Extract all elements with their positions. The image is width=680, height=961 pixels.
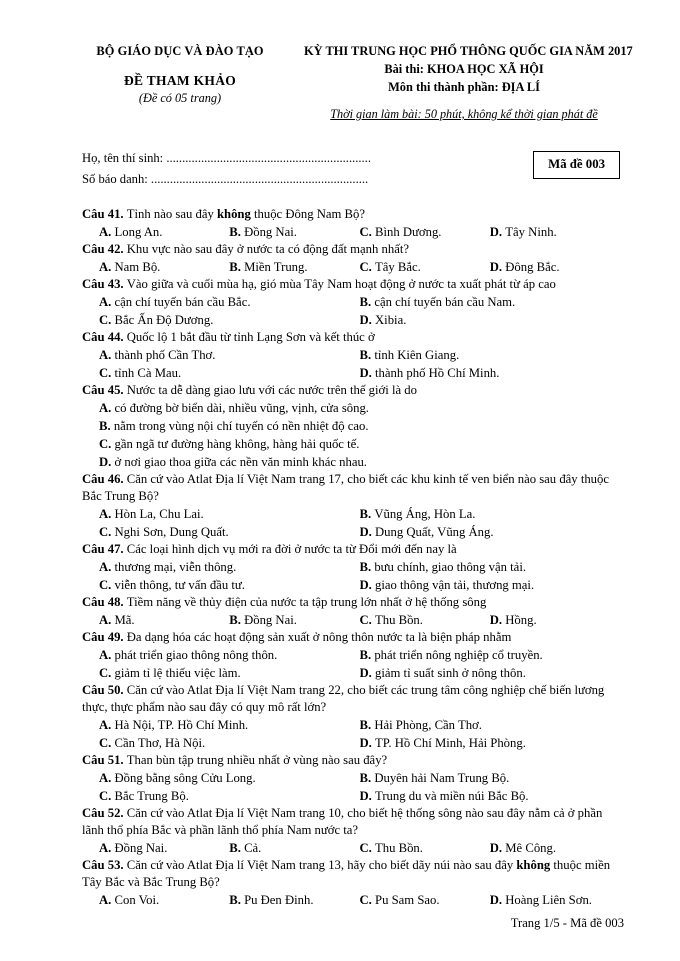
answer-option[interactable] bbox=[360, 839, 490, 857]
answer-option-text: Đông Bắc. bbox=[505, 259, 560, 274]
answer-option-label: A. bbox=[99, 400, 115, 415]
question-stem bbox=[82, 752, 620, 769]
answer-option[interactable] bbox=[360, 223, 490, 241]
answer-option-label: D. bbox=[489, 841, 506, 856]
answer-option-text: Pu Sam Sao. bbox=[375, 893, 440, 908]
answer-option-label: C. bbox=[99, 312, 115, 327]
answer-option-text: Thu Bồn. bbox=[375, 841, 423, 856]
answer-option-label: C. bbox=[359, 259, 376, 274]
answer-option[interactable] bbox=[490, 839, 620, 857]
question-text: Tỉnh nào sau đây không thuộc Đông Nam Bộ? bbox=[126, 206, 365, 221]
option-group bbox=[82, 646, 620, 682]
answer-option-text: Mê Công. bbox=[505, 841, 557, 856]
question-stem bbox=[82, 241, 620, 258]
answer-option[interactable] bbox=[99, 646, 360, 664]
question bbox=[82, 805, 620, 857]
question-number: Câu 46. bbox=[82, 471, 127, 486]
option-group bbox=[82, 399, 620, 471]
option-row bbox=[82, 364, 620, 382]
question bbox=[82, 682, 620, 752]
option-row bbox=[82, 399, 620, 417]
option-row bbox=[82, 223, 620, 241]
option-row bbox=[82, 558, 620, 576]
answer-option-text: Thu Bồn. bbox=[375, 613, 423, 628]
question-stem bbox=[82, 471, 620, 505]
option-row bbox=[82, 346, 620, 364]
question-number: Câu 45. bbox=[82, 382, 127, 397]
exam-code-box: Mã đề 003 bbox=[533, 151, 620, 179]
question-number: Câu 47. bbox=[82, 542, 127, 557]
answer-option[interactable] bbox=[99, 364, 360, 382]
answer-option-label: B. bbox=[359, 648, 375, 663]
option-group bbox=[82, 558, 620, 594]
option-group bbox=[82, 891, 620, 909]
answer-option[interactable] bbox=[490, 891, 620, 909]
option-group bbox=[82, 293, 620, 329]
answer-option[interactable] bbox=[360, 891, 490, 909]
answer-option-text: Hải Phòng, Cần Thơ. bbox=[374, 718, 482, 733]
option-row bbox=[82, 435, 620, 453]
answer-option-label: C. bbox=[359, 224, 376, 239]
answer-option-label: B. bbox=[229, 224, 245, 239]
question-number: Câu 41. bbox=[82, 206, 127, 221]
exam-subject: Bài thi: KHOA HỌC XÃ HỘI bbox=[384, 62, 544, 76]
answer-option-text: có đường bờ biển dài, nhiều vũng, vịnh, cửa sông. bbox=[114, 400, 369, 415]
question-emphasis: không bbox=[216, 206, 251, 221]
answer-option-label: C. bbox=[99, 736, 115, 751]
answer-option[interactable] bbox=[99, 453, 620, 471]
answer-option[interactable] bbox=[99, 399, 620, 417]
exam-part: Môn thi thành phần: ĐỊA LÍ bbox=[388, 80, 540, 94]
question bbox=[82, 382, 620, 471]
question-stem bbox=[82, 682, 620, 716]
answer-option-label: A. bbox=[99, 506, 115, 521]
question-text: Quốc lộ 1 bắt đầu từ tỉnh Lạng Sơn và kết thúc ở bbox=[126, 329, 375, 344]
answer-option-label: C. bbox=[99, 365, 115, 380]
answer-option[interactable] bbox=[99, 258, 229, 276]
answer-option[interactable] bbox=[360, 558, 621, 576]
question-stem bbox=[82, 629, 620, 646]
option-row bbox=[82, 787, 620, 805]
answer-option-label: C. bbox=[359, 841, 376, 856]
question-text: Nước ta dễ dàng giao lưu với các nước trên thế giới là do bbox=[126, 382, 417, 397]
answer-option-label: D. bbox=[359, 789, 376, 804]
answer-option-label: B. bbox=[229, 893, 245, 908]
candidate-info bbox=[56, 148, 624, 190]
question-stem bbox=[82, 594, 620, 611]
question bbox=[82, 594, 620, 629]
answer-option-label: A. bbox=[99, 294, 115, 309]
answer-option-text: Đồng bằng sông Cửu Long. bbox=[114, 771, 256, 786]
question-text: Tiềm năng về thủy điện của nước ta tập trung lớn nhất ở hệ thống sông bbox=[126, 595, 487, 610]
answer-option[interactable] bbox=[99, 293, 360, 311]
answer-option-text: Hồng. bbox=[505, 613, 537, 628]
answer-option-text: Đồng Nai. bbox=[244, 224, 297, 239]
question-stem bbox=[82, 329, 620, 346]
question bbox=[82, 241, 620, 276]
answer-option[interactable] bbox=[490, 611, 620, 629]
question-text: Căn cứ vào Atlat Địa lí Việt Nam trang 13, hãy cho biết dãy núi nào sau đây không thuộc miền Tây Bắc và Bắc Trung Bộ? bbox=[82, 858, 611, 890]
answer-option[interactable] bbox=[99, 839, 229, 857]
answer-option[interactable] bbox=[360, 716, 621, 734]
answer-option-text: phát triển nông nghiệp cổ truyền. bbox=[374, 648, 543, 663]
question-text: Căn cứ vào Atlat Địa lí Việt Nam trang 22, cho biết các trung tâm công nghiệp chế biến lương thực, thực phẩm nào sau đây có quy mô rất lớn? bbox=[82, 683, 605, 715]
answer-option[interactable] bbox=[99, 769, 360, 787]
answer-option-text: Xibia. bbox=[375, 312, 407, 327]
question-list bbox=[56, 206, 624, 910]
answer-option-text: nằm trong vùng nội chí tuyến có nền nhiệt độ cao. bbox=[113, 418, 369, 433]
answer-option[interactable] bbox=[360, 258, 490, 276]
option-group bbox=[82, 716, 620, 752]
answer-option[interactable] bbox=[360, 646, 621, 664]
question-text: Vào giữa và cuối mùa hạ, gió mùa Tây Nam hoạt động ở nước ta xuất phát từ áp cao bbox=[126, 276, 556, 291]
answer-option-text: Cần Thơ, Hà Nội. bbox=[114, 736, 206, 751]
candidate-id-row bbox=[82, 169, 533, 190]
answer-option-label: D. bbox=[359, 736, 376, 751]
answer-option-label: B. bbox=[229, 613, 245, 628]
answer-option-label: B. bbox=[359, 294, 375, 309]
answer-option-text: tỉnh Kiên Giang. bbox=[374, 347, 460, 362]
answer-option[interactable] bbox=[360, 505, 621, 523]
candidate-fields bbox=[56, 148, 533, 190]
answer-option-label: A. bbox=[99, 259, 115, 274]
header-left-block bbox=[56, 44, 304, 106]
answer-option[interactable] bbox=[99, 311, 360, 329]
answer-option-text: Con Voi. bbox=[114, 893, 160, 908]
answer-option-label: C. bbox=[99, 524, 115, 539]
answer-option-label: D. bbox=[489, 224, 506, 239]
answer-option-text: Đồng Nai. bbox=[244, 613, 297, 628]
answer-option-label: C. bbox=[359, 893, 376, 908]
answer-option[interactable] bbox=[360, 664, 621, 682]
answer-option-text: Bắc Ấn Độ Dương. bbox=[114, 312, 214, 327]
option-group bbox=[82, 346, 620, 382]
answer-option-text: Tây Bắc. bbox=[375, 259, 421, 274]
answer-option[interactable] bbox=[99, 611, 229, 629]
exam-title: KỲ THI TRUNG HỌC PHỔ THÔNG QUỐC GIA NĂM 2017 bbox=[304, 44, 633, 58]
option-row bbox=[82, 716, 620, 734]
answer-option-label: D. bbox=[359, 666, 376, 681]
option-row bbox=[82, 839, 620, 857]
option-row bbox=[82, 769, 620, 787]
answer-option-text: Long An. bbox=[114, 224, 163, 239]
answer-option-label: D. bbox=[99, 454, 115, 469]
exam-duration-text: Thời gian làm bài: 50 phút, không kể thời gian phát đề bbox=[330, 107, 598, 121]
answer-option-text: Trung du và miền núi Bắc Bộ. bbox=[375, 789, 529, 804]
pages-note: (Đề có 05 trang) bbox=[138, 91, 222, 105]
question-number: Câu 48. bbox=[82, 595, 127, 610]
option-group bbox=[82, 505, 620, 541]
answer-option-text: Tây Ninh. bbox=[505, 224, 557, 239]
option-group bbox=[82, 769, 620, 805]
question-number: Câu 49. bbox=[82, 630, 127, 645]
document-header bbox=[56, 44, 633, 122]
answer-option-text: thành phố Cần Thơ. bbox=[114, 347, 216, 362]
answer-option[interactable] bbox=[360, 734, 621, 752]
option-group bbox=[82, 223, 620, 241]
answer-option-text: cận chí tuyến bán cầu Nam. bbox=[374, 294, 516, 309]
answer-option[interactable] bbox=[360, 346, 621, 364]
answer-option[interactable] bbox=[360, 364, 621, 382]
question bbox=[82, 629, 620, 682]
answer-option[interactable] bbox=[360, 611, 490, 629]
answer-option[interactable] bbox=[229, 223, 359, 241]
answer-option-text: cận chí tuyến bán cầu Bắc. bbox=[114, 294, 251, 309]
question-stem bbox=[82, 206, 620, 223]
header-right-block bbox=[304, 44, 633, 122]
answer-option-text: Bình Dương. bbox=[375, 224, 442, 239]
question-stem bbox=[82, 382, 620, 399]
answer-option[interactable] bbox=[360, 769, 621, 787]
answer-option-label: D. bbox=[359, 578, 376, 593]
answer-option-label: B. bbox=[229, 841, 245, 856]
answer-option[interactable] bbox=[490, 223, 620, 241]
option-group bbox=[82, 258, 620, 276]
option-row bbox=[82, 453, 620, 471]
page-footer: Trang 1/5 - Mã đề 003 bbox=[510, 916, 624, 930]
answer-option-label: A. bbox=[99, 893, 115, 908]
answer-option-label: B. bbox=[359, 771, 375, 786]
question bbox=[82, 276, 620, 329]
answer-option-label: A. bbox=[99, 771, 115, 786]
answer-option[interactable] bbox=[99, 891, 229, 909]
answer-option-label: C. bbox=[99, 789, 115, 804]
answer-option-text: Đồng Nai. bbox=[114, 841, 168, 856]
answer-option[interactable] bbox=[99, 346, 360, 364]
answer-option-label: B. bbox=[359, 347, 375, 362]
question-text: Than bùn tập trung nhiều nhất ở vùng nào sau đây? bbox=[126, 753, 388, 768]
answer-option[interactable] bbox=[360, 311, 621, 329]
option-row bbox=[82, 734, 620, 752]
candidate-name-row bbox=[82, 148, 533, 169]
answer-option-text: Hoàng Liên Sơn. bbox=[505, 893, 592, 908]
answer-option[interactable] bbox=[99, 223, 229, 241]
question bbox=[82, 471, 620, 541]
answer-option-text: Vũng Áng, Hòn La. bbox=[374, 506, 476, 521]
question-text: Căn cứ vào Atlat Địa lí Việt Nam trang 10, cho biết hệ thống sông nào sau đây nằm cả ở phần lãnh thổ phía Bắc và phần lãnh thổ phía Nam nước ta? bbox=[82, 806, 603, 838]
answer-option[interactable] bbox=[360, 787, 621, 805]
question bbox=[82, 752, 620, 805]
answer-option[interactable] bbox=[99, 417, 620, 435]
candidate-name-label: Họ, tên thí sinh: bbox=[82, 151, 164, 165]
question-number: Câu 44. bbox=[82, 329, 127, 344]
question-number: Câu 50. bbox=[82, 683, 127, 698]
answer-option-text: Nghi Sơn, Dung Quất. bbox=[114, 524, 229, 539]
question-stem bbox=[82, 276, 620, 293]
answer-option-text: Bắc Trung Bộ. bbox=[114, 789, 189, 804]
answer-option[interactable] bbox=[229, 891, 359, 909]
answer-option-label: A. bbox=[99, 718, 115, 733]
answer-option-text: Nam Bộ. bbox=[114, 259, 161, 274]
answer-option-text: Pu Đen Đinh. bbox=[244, 893, 314, 908]
question bbox=[82, 857, 620, 909]
answer-option-text: tỉnh Cà Mau. bbox=[114, 365, 182, 380]
option-row bbox=[82, 576, 620, 594]
answer-option-label: C. bbox=[99, 436, 115, 451]
question-number: Câu 42. bbox=[82, 241, 127, 256]
answer-option-text: gần ngã tư đường hàng không, hàng hải quốc tế. bbox=[114, 436, 360, 451]
answer-option-label: B. bbox=[229, 259, 245, 274]
option-row bbox=[82, 664, 620, 682]
answer-option-text: viễn thông, tư vấn đầu tư. bbox=[114, 578, 245, 593]
answer-option[interactable] bbox=[229, 258, 359, 276]
answer-option-label: D. bbox=[489, 613, 506, 628]
answer-option-label: A. bbox=[99, 613, 115, 628]
question-number: Câu 51. bbox=[82, 753, 127, 768]
question-text: Đa dạng hóa các hoạt động sản xuất ở nông thôn nước ta là biện pháp nhằm bbox=[126, 630, 512, 645]
option-row bbox=[82, 891, 620, 909]
option-row bbox=[82, 611, 620, 629]
answer-option-text: Mã. bbox=[114, 613, 135, 628]
exam-duration bbox=[304, 107, 624, 122]
question bbox=[82, 329, 620, 382]
question-number: Câu 43. bbox=[82, 276, 127, 291]
question-number: Câu 52. bbox=[82, 806, 127, 821]
answer-option[interactable] bbox=[99, 576, 360, 594]
question-text: Căn cứ vào Atlat Địa lí Việt Nam trang 17, cho biết các khu kinh tế ven biển nào sau đây thuộc Bắc Trung Bộ? bbox=[82, 471, 610, 503]
answer-option[interactable] bbox=[99, 505, 360, 523]
option-row bbox=[82, 523, 620, 541]
candidate-id-label: Số báo danh: bbox=[82, 171, 148, 186]
option-row bbox=[82, 311, 620, 329]
answer-option[interactable] bbox=[490, 258, 620, 276]
answer-option[interactable] bbox=[99, 664, 360, 682]
answer-option-label: D. bbox=[489, 893, 506, 908]
answer-option-label: D. bbox=[359, 365, 376, 380]
answer-option-label: C. bbox=[359, 613, 376, 628]
answer-option-label: B. bbox=[359, 560, 375, 575]
answer-option[interactable] bbox=[229, 611, 359, 629]
answer-option-text: Duyên hải Nam Trung Bộ. bbox=[374, 771, 510, 786]
answer-option-label: C. bbox=[99, 578, 115, 593]
option-row bbox=[82, 417, 620, 435]
candidate-name-dots: ................................................................. bbox=[166, 151, 371, 165]
answer-option-label: C. bbox=[99, 666, 115, 681]
answer-option[interactable] bbox=[99, 558, 360, 576]
answer-option-label: A. bbox=[99, 648, 115, 663]
question-stem bbox=[82, 541, 620, 558]
option-row bbox=[82, 505, 620, 523]
answer-option-label: B. bbox=[359, 506, 375, 521]
answer-option-label: B. bbox=[99, 418, 114, 433]
answer-option-label: A. bbox=[99, 841, 115, 856]
answer-option-text: ở nơi giao thoa giữa các nền văn minh khác nhau. bbox=[114, 454, 367, 469]
answer-option[interactable] bbox=[99, 716, 360, 734]
answer-option-label: B. bbox=[359, 718, 375, 733]
option-row bbox=[82, 258, 620, 276]
answer-option-label: A. bbox=[99, 347, 115, 362]
answer-option-text: phát triển giao thông nông thôn. bbox=[114, 648, 278, 663]
answer-option[interactable] bbox=[99, 734, 360, 752]
question-emphasis: không bbox=[516, 858, 551, 873]
question-text: Các loại hình dịch vụ mới ra đời ở nước ta từ Đổi mới đến nay là bbox=[126, 542, 457, 557]
answer-option-label: A. bbox=[99, 224, 115, 239]
answer-option[interactable] bbox=[360, 523, 621, 541]
question bbox=[82, 541, 620, 594]
answer-option-label: D. bbox=[359, 312, 376, 327]
answer-option-text: Hà Nội, TP. Hồ Chí Minh. bbox=[114, 718, 249, 733]
answer-option[interactable] bbox=[360, 293, 621, 311]
answer-option-text: Hòn La, Chu Lai. bbox=[114, 506, 204, 521]
answer-option[interactable] bbox=[229, 839, 359, 857]
answer-option-text: Miền Trung. bbox=[244, 259, 308, 274]
answer-option-text: thương mại, viễn thông. bbox=[114, 560, 237, 575]
option-row bbox=[82, 646, 620, 664]
candidate-id-dots: ..................................................................... bbox=[150, 171, 369, 186]
answer-option-text: Dung Quất, Vũng Áng. bbox=[375, 524, 494, 539]
answer-option-label: A. bbox=[99, 560, 115, 575]
answer-option-text: thành phố Hồ Chí Minh. bbox=[375, 365, 500, 380]
question-number: Câu 53. bbox=[82, 858, 127, 873]
answer-option-text: giảm tỉ suất sinh ở nông thôn. bbox=[375, 666, 526, 681]
ministry-name: BỘ GIÁO DỤC VÀ ĐÀO TẠO bbox=[96, 44, 264, 58]
answer-option[interactable] bbox=[99, 523, 360, 541]
question bbox=[82, 206, 620, 241]
answer-option[interactable] bbox=[360, 576, 621, 594]
question-stem bbox=[82, 805, 620, 839]
answer-option-text: Cả. bbox=[244, 841, 262, 856]
answer-option-label: D. bbox=[489, 259, 506, 274]
answer-option-text: bưu chính, giao thông vận tải. bbox=[374, 560, 527, 575]
option-row bbox=[82, 293, 620, 311]
answer-option[interactable] bbox=[99, 435, 620, 453]
answer-option-text: giảm tỉ lệ thiếu việc làm. bbox=[114, 666, 241, 681]
option-group bbox=[82, 611, 620, 629]
question-stem bbox=[82, 857, 620, 891]
question-text: Khu vực nào sau đây ở nước ta có động đất mạnh nhất? bbox=[126, 241, 410, 256]
answer-option-text: giao thông vận tải, thương mại. bbox=[375, 578, 535, 593]
answer-option-text: TP. Hồ Chí Minh, Hải Phòng. bbox=[375, 736, 526, 751]
sample-exam-label: ĐỀ THAM KHẢO bbox=[123, 73, 237, 88]
answer-option[interactable] bbox=[99, 787, 360, 805]
answer-option-label: D. bbox=[359, 524, 376, 539]
option-group bbox=[82, 839, 620, 857]
